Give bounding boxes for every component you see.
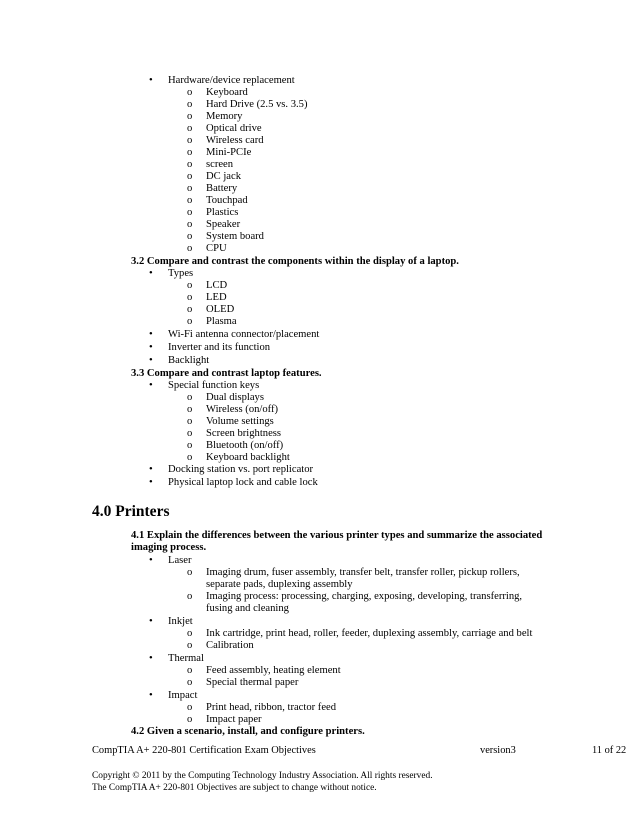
list-item: Physical laptop lock and cable lock bbox=[168, 477, 318, 488]
list-item: Docking station vs. port replicator bbox=[168, 464, 314, 475]
list-item: Touchpad bbox=[206, 195, 248, 206]
sub-marker: o bbox=[187, 159, 193, 170]
sub-marker: o bbox=[187, 207, 193, 218]
sub-marker: o bbox=[187, 428, 193, 439]
sub-marker: o bbox=[187, 183, 193, 194]
sub-marker: o bbox=[187, 171, 193, 182]
printers-heading: 4.0 Printers bbox=[92, 503, 170, 520]
sub-marker: o bbox=[187, 304, 193, 315]
bullet-dot: • bbox=[149, 477, 153, 488]
list-item: CPU bbox=[206, 243, 227, 254]
list-item: Wireless card bbox=[206, 135, 264, 146]
footer-version: version3 bbox=[480, 745, 516, 756]
list-item: Ink cartridge, print head, roller, feeder, duplexing assembly, carriage and belt bbox=[206, 628, 533, 639]
special-keys-label: Special function keys bbox=[168, 380, 260, 391]
list-item: Impact paper bbox=[206, 714, 262, 725]
sub-marker: o bbox=[187, 243, 193, 254]
bullet-dot: • bbox=[149, 690, 153, 701]
list-item: Imaging process: processing, charging, exposing, developing, transferring, bbox=[206, 591, 523, 602]
section-4-2-title: 4.2 Given a scenario, install, and configure printers. bbox=[131, 726, 365, 737]
list-item: Plasma bbox=[206, 316, 237, 327]
sub-marker: o bbox=[187, 111, 193, 122]
list-item: LED bbox=[206, 292, 227, 303]
list-item-cont: fusing and cleaning bbox=[206, 603, 289, 614]
bullet-dot: • bbox=[149, 380, 153, 391]
sub-marker: o bbox=[187, 702, 193, 713]
sub-marker: o bbox=[187, 231, 193, 242]
list-item: Dual displays bbox=[206, 392, 264, 403]
section-4-1-title-cont: imaging process. bbox=[131, 542, 207, 553]
sub-marker: o bbox=[187, 714, 193, 725]
bullet-dot: • bbox=[149, 555, 153, 566]
section-3-2-title: 3.2 Compare and contrast the components within the display of a laptop. bbox=[131, 256, 459, 267]
laser-label: Laser bbox=[168, 555, 192, 566]
list-item: Special thermal paper bbox=[206, 677, 299, 688]
sub-marker: o bbox=[187, 123, 193, 134]
list-item: Volume settings bbox=[206, 416, 274, 427]
bullet-dot: • bbox=[149, 464, 153, 475]
list-item: Wireless (on/off) bbox=[206, 404, 279, 415]
list-item: Mini-PCIe bbox=[206, 147, 252, 158]
bullet-dot: • bbox=[149, 616, 153, 627]
list-item: Wi-Fi antenna connector/placement bbox=[168, 329, 320, 340]
list-item: Optical drive bbox=[206, 123, 262, 134]
list-item: Print head, ribbon, tractor feed bbox=[206, 702, 337, 713]
sub-marker: o bbox=[187, 452, 193, 463]
sub-marker: o bbox=[187, 99, 193, 110]
types-label: Types bbox=[168, 268, 194, 279]
sub-marker: o bbox=[187, 87, 193, 98]
sub-marker: o bbox=[187, 591, 193, 602]
list-item: Memory bbox=[206, 111, 243, 122]
bullet-dot: • bbox=[149, 268, 153, 279]
bullet-dot: • bbox=[149, 342, 153, 353]
footer-page-number: 11 of 22 bbox=[592, 745, 627, 756]
list-item: Keyboard bbox=[206, 87, 248, 98]
bullet-dot: • bbox=[149, 653, 153, 664]
list-item: LCD bbox=[206, 280, 228, 291]
list-item: OLED bbox=[206, 304, 235, 315]
list-item: System board bbox=[206, 231, 264, 242]
hardware-label: Hardware/device replacement bbox=[168, 75, 295, 86]
sub-marker: o bbox=[187, 628, 193, 639]
sub-marker: o bbox=[187, 404, 193, 415]
thermal-label: Thermal bbox=[168, 653, 204, 664]
list-item: Plastics bbox=[206, 207, 239, 218]
bullet-dot: • bbox=[149, 329, 153, 340]
section-3-3-title: 3.3 Compare and contrast laptop features. bbox=[131, 368, 322, 379]
sub-marker: o bbox=[187, 392, 193, 403]
sub-marker: o bbox=[187, 640, 193, 651]
list-item: Imaging drum, fuser assembly, transfer belt, transfer roller, pickup rollers, bbox=[206, 567, 520, 578]
list-item: Backlight bbox=[168, 355, 210, 366]
list-item: Hard Drive (2.5 vs. 3.5) bbox=[206, 99, 308, 110]
list-item: Screen brightness bbox=[206, 428, 282, 439]
list-item: Inverter and its function bbox=[168, 342, 271, 353]
list-item: screen bbox=[206, 159, 234, 170]
sub-marker: o bbox=[187, 280, 193, 291]
list-item: Battery bbox=[206, 183, 238, 194]
footer-notice: The CompTIA A+ 220-801 Objectives are subject to change without notice. bbox=[92, 783, 377, 793]
sub-marker: o bbox=[187, 440, 193, 451]
bullet-dot: • bbox=[149, 355, 153, 366]
sub-marker: o bbox=[187, 219, 193, 230]
inkjet-label: Inkjet bbox=[168, 616, 193, 627]
sub-marker: o bbox=[187, 135, 193, 146]
impact-label: Impact bbox=[168, 690, 198, 701]
sub-marker: o bbox=[187, 416, 193, 427]
sub-marker: o bbox=[187, 677, 193, 688]
list-item: Feed assembly, heating element bbox=[206, 665, 341, 676]
list-item: Speaker bbox=[206, 219, 241, 230]
list-item: DC jack bbox=[206, 171, 242, 182]
sub-marker: o bbox=[187, 195, 193, 206]
sub-marker: o bbox=[187, 567, 193, 578]
list-item: Bluetooth (on/off) bbox=[206, 440, 284, 451]
list-item: Keyboard backlight bbox=[206, 452, 290, 463]
sub-marker: o bbox=[187, 316, 193, 327]
sub-marker: o bbox=[187, 147, 193, 158]
bullet-dot: • bbox=[149, 75, 153, 86]
list-item-cont: separate pads, duplexing assembly bbox=[206, 579, 353, 590]
footer-copyright: Copyright © 2011 by the Computing Technology Industry Association. All rights reserved. bbox=[92, 771, 433, 781]
section-4-1-title: 4.1 Explain the differences between the various printer types and summarize the associated bbox=[131, 530, 543, 541]
list-item: Calibration bbox=[206, 640, 254, 651]
sub-marker: o bbox=[187, 292, 193, 303]
footer-title: CompTIA A+ 220-801 Certification Exam Objectives bbox=[92, 745, 316, 756]
sub-marker: o bbox=[187, 665, 193, 676]
